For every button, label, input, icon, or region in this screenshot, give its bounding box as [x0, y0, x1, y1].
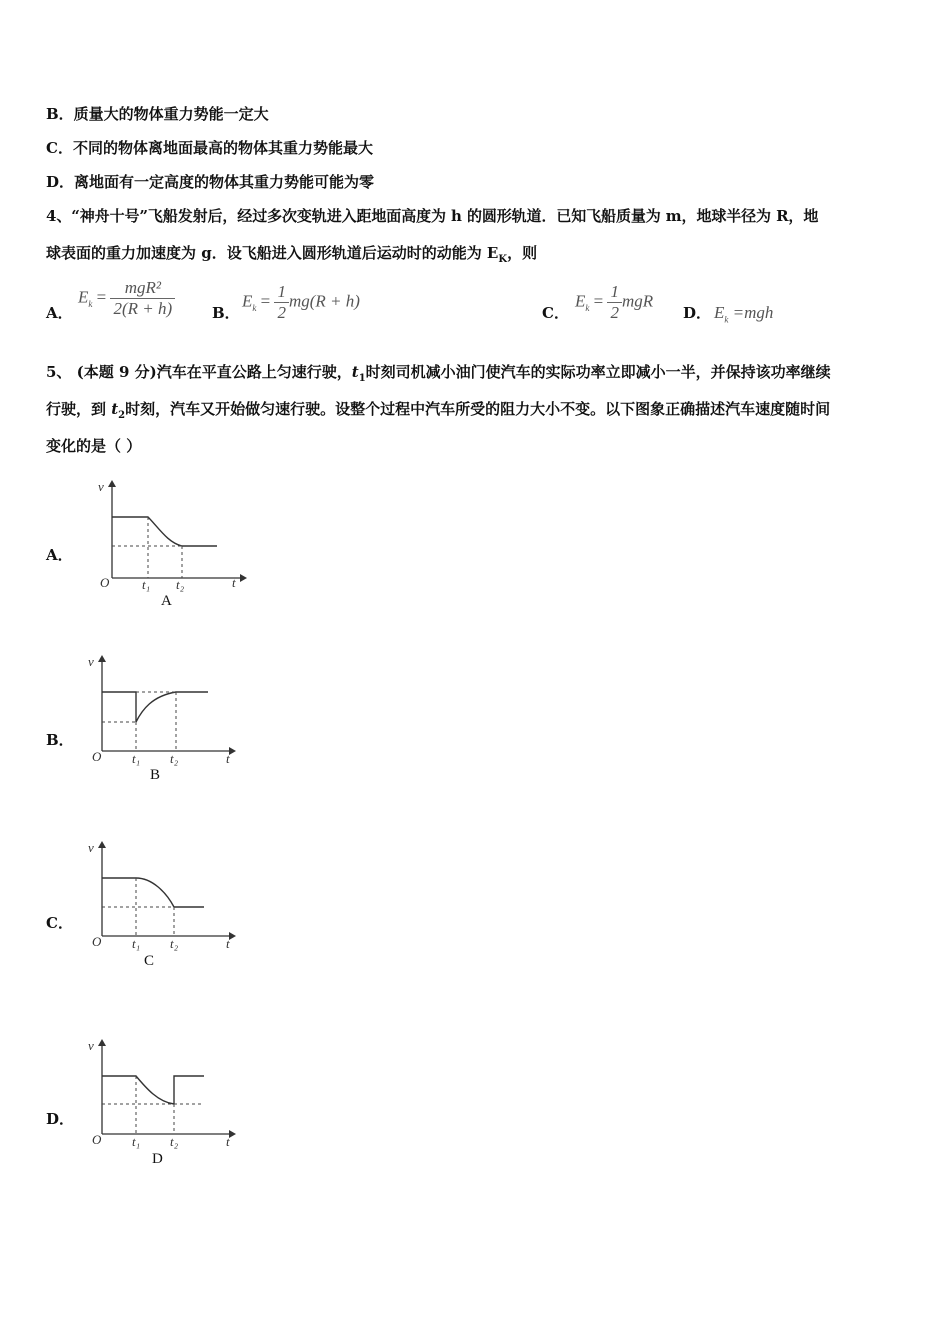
fraction	[607, 282, 622, 323]
graph-caption: C	[144, 953, 155, 969]
q5-option-b-label: B．	[46, 731, 74, 749]
fraction-denominator: 2	[277, 303, 286, 322]
t-symbol: t	[351, 363, 359, 381]
t-axis-label: t	[226, 1134, 230, 1149]
q5-option-a-label: A．	[46, 546, 73, 564]
t2-label: t₂	[170, 936, 179, 951]
t1-subscript: 1	[358, 373, 366, 384]
option-b-text: B．质量大的物体重力势能一定大	[46, 105, 269, 123]
fraction-numerator: 1	[274, 282, 289, 303]
option-d-text: D．离地面有一定高度的物体其重力势能可能为零	[46, 173, 375, 191]
t2-label: t₂	[170, 751, 179, 766]
question-5-line-2	[46, 398, 830, 421]
equals-sign: =	[256, 291, 271, 311]
velocity-axis-arrow	[108, 480, 116, 487]
velocity-curve-jump	[174, 1076, 204, 1104]
q5-option-c-label: C．	[46, 914, 73, 932]
velocity-curve	[102, 692, 208, 722]
fraction-numerator: mgR²	[110, 278, 175, 299]
ek-sub: k	[585, 302, 590, 313]
t1-label: t₁	[132, 936, 141, 951]
velocity-axis-arrow	[98, 655, 106, 662]
question-5-line-2-a: 行驶，到	[46, 400, 112, 418]
time-axis-arrow	[229, 747, 236, 755]
fraction-denominator: 2	[610, 303, 619, 322]
graph-caption: B	[150, 767, 161, 783]
question-5-line-1-b: 时刻司机减小油门使汽车的实际功率立即减小一半，并保持该功率继续	[365, 363, 831, 381]
velocity-axis-arrow	[98, 841, 106, 848]
ek-symbol: E	[714, 303, 725, 322]
question-5-line-2-b: 时刻，汽车又开始做匀速行驶。设整个过程中汽车所受的阻力大小不变。以下图象正确描述汽车速度随时间	[125, 400, 831, 418]
q4-option-c-formula	[575, 282, 653, 323]
q4-option-c-label: C．	[542, 304, 569, 322]
fraction	[110, 278, 175, 319]
ek-symbol: E	[78, 287, 89, 307]
t-axis-label: t	[226, 751, 230, 766]
velocity-curve	[102, 1076, 174, 1104]
ek-sub: k	[252, 302, 257, 313]
fraction-numerator: 1	[607, 282, 622, 303]
equals-sign: =	[92, 287, 107, 307]
option-c-text: C．不同的物体离地面最高的物体其重力势能最大	[46, 139, 373, 157]
velocity-curve	[102, 878, 204, 907]
t1-label: t₁	[132, 751, 141, 766]
graph-b	[86, 652, 246, 787]
origin-label: O	[92, 1132, 102, 1147]
graph-d	[86, 1036, 246, 1171]
q5-option-d-label: D．	[46, 1110, 75, 1128]
fraction	[274, 282, 289, 323]
question-5-line-3: 变化的是（ ）	[46, 437, 142, 455]
question-4-line-2-end: ，则	[507, 244, 538, 262]
time-axis-arrow	[240, 574, 247, 582]
question-4-line-1: 4、“神舟十号”飞船发射后，经过多次变轨进入距地面高度为 h 的圆形轨道．已知飞船质量为 m，地球半径为 R，地	[46, 207, 819, 225]
origin-label: O	[92, 934, 102, 949]
question-4-line-2	[46, 242, 537, 265]
time-axis-arrow	[229, 932, 236, 940]
fraction-denominator: 2(R + h)	[113, 299, 173, 318]
ek-symbol: E	[242, 291, 253, 311]
formula-rest: =mgh	[728, 303, 774, 322]
t-axis-label: t	[226, 936, 230, 951]
formula-rest: mgR	[621, 291, 654, 311]
graph-caption: D	[152, 1151, 163, 1167]
ek-symbol: E	[575, 291, 586, 311]
origin-label: O	[100, 575, 110, 590]
formula-rest: mg(R + h)	[288, 291, 360, 311]
t2-label: t₂	[176, 577, 185, 592]
velocity-axis-arrow	[98, 1039, 106, 1046]
t-axis-label: t	[232, 575, 236, 590]
t-symbol: t	[111, 400, 119, 418]
origin-label: O	[92, 749, 102, 764]
question-5-line-1-a: 5、 (本题 9 分)汽车在平直公路上匀速行驶，	[46, 363, 352, 381]
t2-subscript: 2	[118, 410, 126, 421]
v-axis-label: v	[98, 479, 104, 494]
ek-sub: k	[724, 314, 729, 325]
time-axis-arrow	[229, 1130, 236, 1138]
t1-label: t₁	[132, 1134, 141, 1149]
q4-option-d-label: D．	[683, 304, 712, 322]
velocity-curve	[112, 517, 217, 546]
graph-c	[86, 838, 246, 973]
q4-option-a-label: A．	[46, 304, 73, 322]
v-axis-label: v	[88, 1038, 94, 1053]
question-4-line-2-text: 球表面的重力加速度为 g．设飞船进入圆形轨道后运动时的动能为 E	[46, 244, 499, 262]
graph-caption: A	[161, 593, 172, 609]
ek-subscript: K	[498, 254, 508, 265]
equals-sign: =	[589, 291, 604, 311]
v-axis-label: v	[88, 654, 94, 669]
ek-sub: k	[88, 298, 93, 309]
graph-a	[90, 475, 250, 610]
q4-option-b-label: B．	[212, 304, 240, 322]
q4-option-a-formula	[78, 278, 175, 319]
t1-label: t₁	[142, 577, 151, 592]
q4-option-b-formula	[242, 282, 360, 323]
t2-label: t₂	[170, 1134, 179, 1149]
q4-option-d-formula	[714, 303, 773, 324]
question-5-line-1	[46, 361, 831, 384]
v-axis-label: v	[88, 840, 94, 855]
